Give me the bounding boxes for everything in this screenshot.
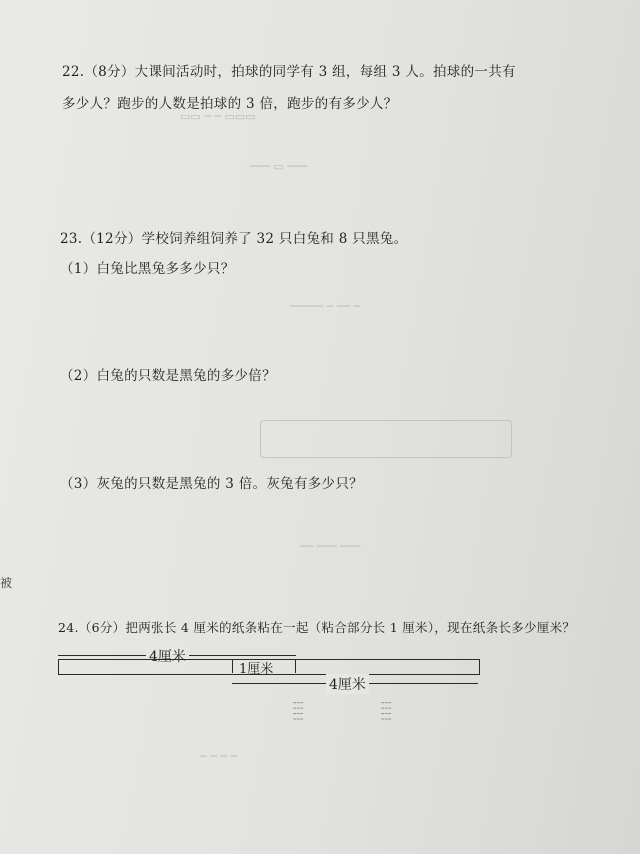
decorative-mark: ┆┆┆┆ <box>380 700 390 722</box>
bleed-through-marks: ── ─── ─── <box>300 540 360 553</box>
bleed-through-marks: ─ ─ ─ ─ <box>200 750 237 763</box>
question-23-part1: （1）白兔比黑兔多多少只？ <box>60 261 235 277</box>
decorative-mark: ┆┆┆┆ <box>292 700 302 722</box>
bottom-length-label: 4厘米 <box>326 674 369 694</box>
paper-strip-diagram <box>56 645 486 695</box>
question-23-part3: （3）灰兔的只数是黑兔的 3 倍。灰兔有多少只？ <box>60 476 363 492</box>
question-22-line2: 多少人？跑步的人数是拍球的 3 倍，跑步的有多少人？ <box>62 96 398 112</box>
bleed-through-marks: ▭▭ ─ ─ ▭▭▭ <box>180 110 256 123</box>
bleed-through-marks <box>260 420 512 458</box>
overlap-length-label: 1厘米 <box>239 662 274 677</box>
question-24-stem: 24.（6分）把两张长 4 厘米的纸条粘在一起（粘合部分长 1 厘米），现在纸条长多少厘米？ <box>58 620 576 635</box>
question-23-part2: （2）白兔的只数是黑兔的多少倍？ <box>60 368 276 384</box>
question-22-line1: 22.（8分）大课间活动时，拍球的同学有 3 组，每组 3 人。拍球的一共有 <box>62 64 516 80</box>
top-length-label: 4厘米 <box>146 646 189 666</box>
question-23-stem: 23.（12分）学校饲养组饲养了 32 只白兔和 8 只黑兔。 <box>60 231 408 247</box>
bleed-through-marks: ─── ▭ ─── <box>250 160 308 173</box>
margin-character: 被 <box>0 576 13 590</box>
bleed-through-marks: ───── ─ ── ─ <box>290 300 361 313</box>
